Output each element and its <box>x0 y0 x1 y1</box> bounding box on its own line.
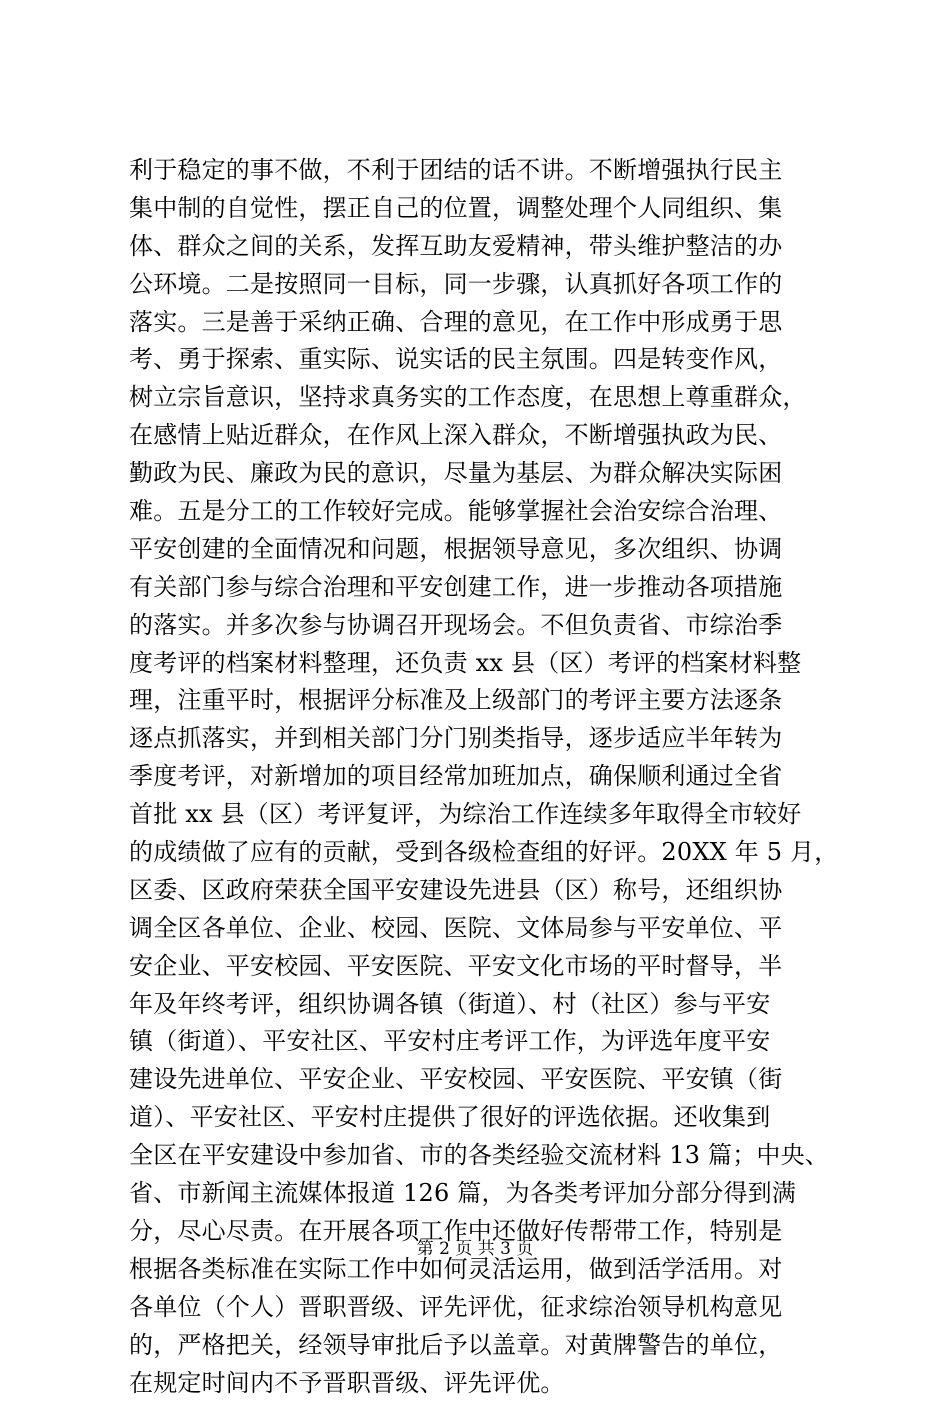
text-line: 根据各类标准在实际工作中如何灵活运用，做到活学活用。对 <box>129 1251 829 1289</box>
text-line: 考、勇于探索、重实际、说实话的民主氛围。四是转变作风， <box>129 341 829 379</box>
text-line: 调全区各单位、企业、校园、医院、文体局参与平安单位、平 <box>129 910 829 948</box>
text-line: 理，注重平时，根据评分标准及上级部门的考评主要方法逐条 <box>129 682 829 720</box>
text-line: 分，尽心尽责。在开展各项工作中还做好传帮带工作，特别是 <box>129 1213 829 1251</box>
text-line: 省、市新闻主流媒体报道 126 篇，为各类考评加分部分得到满 <box>129 1175 829 1213</box>
text-line: 落实。三是善于采纳正确、合理的意见，在工作中形成勇于思 <box>129 304 829 342</box>
text-line: 树立宗旨意识，坚持求真务实的工作态度，在思想上尊重群众， <box>129 379 829 417</box>
text-line: 年及年终考评，组织协调各镇（街道）、村（社区）参与平安 <box>129 986 829 1024</box>
text-line: 镇（街道）、平安社区、平安村庄考评工作，为评选年度平安 <box>129 1023 829 1061</box>
text-line: 的成绩做了应有的贡献，受到各级检查组的好评。20XX 年 5 月， <box>129 834 829 872</box>
text-line: 的落实。并多次参与协调召开现场会。不但负责省、市综治季 <box>129 607 829 645</box>
text-line: 在规定时间内不予晋职晋级、评先评优。 <box>129 1365 829 1402</box>
text-line: 集中制的自觉性，摆正自己的位置，调整处理个人同组织、集 <box>129 190 829 228</box>
text-line: 勤政为民、廉政为民的意识，尽量为基层、为群众解决实际困 <box>129 455 829 493</box>
text-line: 首批 xx 县（区）考评复评，为综治工作连续多年取得全市较好 <box>129 796 829 834</box>
text-line: 度考评的档案材料整理，还负责 xx 县（区）考评的档案材料整 <box>129 645 829 683</box>
text-line: 建设先进单位、平安企业、平安校园、平安医院、平安镇（街 <box>129 1061 829 1099</box>
page-number-footer: 第 2 页 共 3 页 <box>0 1238 950 1260</box>
text-line: 逐点抓落实，并到相关部门分门别类指导，逐步适应半年转为 <box>129 720 829 758</box>
body-paragraph <box>129 152 829 1402</box>
text-line: 利于稳定的事不做，不利于团结的话不讲。不断增强执行民主 <box>129 152 829 190</box>
text-line: 季度考评，对新增加的项目经常加班加点，确保顺利通过全省 <box>129 758 829 796</box>
text-line: 体、群众之间的关系，发挥互助友爱精神，带头维护整洁的办 <box>129 228 829 266</box>
text-line: 难。五是分工的工作较好完成。能够掌握社会治安综合治理、 <box>129 493 829 531</box>
text-line: 平安创建的全面情况和问题，根据领导意见，多次组织、协调 <box>129 531 829 569</box>
text-line: 各单位（个人）晋职晋级、评先评优，征求综治领导机构意见 <box>129 1289 829 1327</box>
text-line: 全区在平安建设中参加省、市的各类经验交流材料 13 篇；中央、 <box>129 1137 829 1175</box>
text-line: 的，严格把关，经领导审批后予以盖章。对黄牌警告的单位， <box>129 1327 829 1365</box>
text-line: 安企业、平安校园、平安医院、平安文化市场的平时督导，半 <box>129 948 829 986</box>
text-line: 道）、平安社区、平安村庄提供了很好的评选依据。还收集到 <box>129 1099 829 1137</box>
text-line: 公环境。二是按照同一目标，同一步骤，认真抓好各项工作的 <box>129 266 829 304</box>
text-line: 有关部门参与综合治理和平安创建工作，进一步推动各项措施 <box>129 569 829 607</box>
text-line: 区委、区政府荣获全国平安建设先进县（区）称号，还组织协 <box>129 872 829 910</box>
text-line: 在感情上贴近群众，在作风上深入群众，不断增强执政为民、 <box>129 417 829 455</box>
